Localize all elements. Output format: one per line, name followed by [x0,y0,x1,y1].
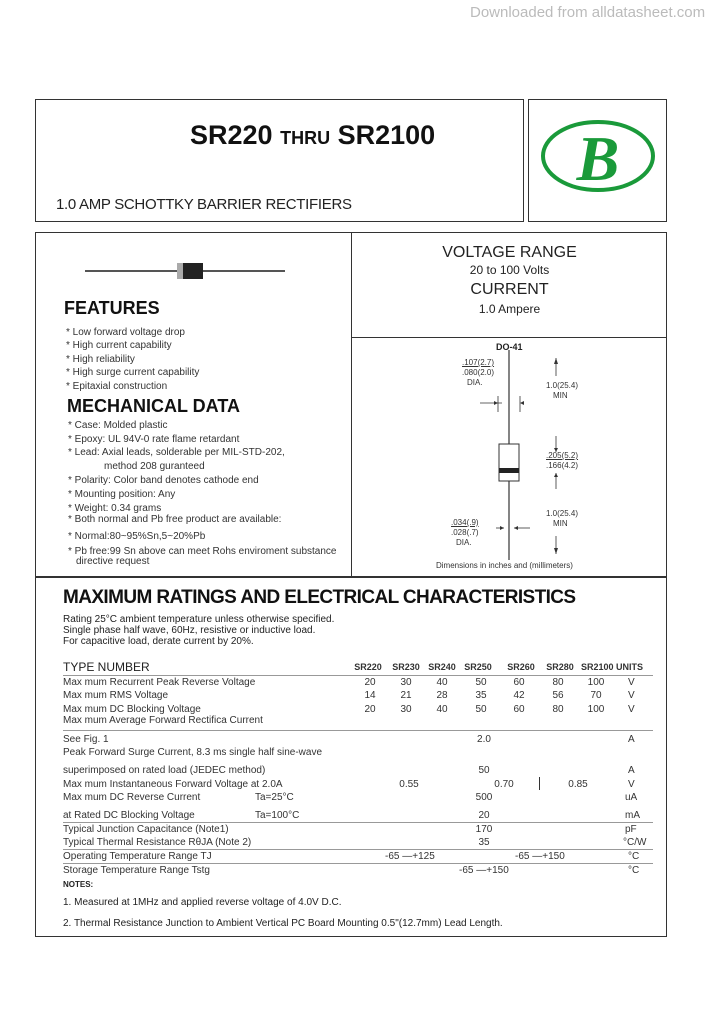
dim-wire-max: .034(.9) [451,518,479,527]
table-row [63,851,653,863]
unit: A [628,734,635,745]
table-row [63,734,653,746]
column-header: SR280 [546,662,574,672]
cell: 170 [475,824,493,835]
units-header: UNITS [616,662,643,672]
table-row [63,865,653,877]
table-row [63,677,653,689]
cell: 50 [478,765,490,776]
mechanical-item: * Case: Molded plastic [68,420,168,431]
cell: 50 [475,704,487,715]
dim-lead-len-top: 1.0(25.4) [546,381,579,390]
current-title: CURRENT [470,281,549,298]
cell: 21 [400,690,412,701]
unit: V [628,779,635,790]
table-row [63,810,653,822]
feature-item: * Epitaxial construction [66,381,168,392]
unit: pF [625,824,637,835]
note-item: 2. Thermal Resistance Junction to Ambient Vertical PC Board Mounting 0.5"(12.7mm) Lead Length. [63,918,503,929]
note-item: 1. Measured at 1MHz and applied reverse voltage of 4.0V D.C. [63,897,342,908]
cell: 28 [436,690,448,701]
unit: mA [625,810,640,821]
cell: 500 [475,792,493,803]
unit: V [628,677,635,688]
notes-title: NOTES: [63,880,94,889]
unit: °C [628,865,640,876]
logo-letter: B [576,123,620,194]
cell: 35 [478,837,490,848]
table-row [63,824,653,836]
table-row [63,792,653,804]
thru-label: THRU [280,128,331,148]
unit: V [628,690,635,701]
mechanical-item: * Lead: Axial leads, solderable per MIL-STD-202, [68,447,285,458]
column-header: SR250 [464,662,492,672]
table-rule [63,730,653,731]
cell: 20 [478,810,490,821]
cell: -65 —+125 [385,851,435,862]
table-row [63,715,653,727]
param-label: Operating Temperature Range TJ [63,851,212,862]
param-label: at Rated DC Blocking Voltage [63,810,195,821]
cell: 40 [436,704,448,715]
unit: uA [625,792,638,803]
mechanical-title: MECHANICAL DATA [67,396,240,416]
diode-illustration [85,262,285,280]
mechanical-item: * Pb free:99 Sn above can meet Rohs enviroment substance [68,546,337,557]
cell: 30 [400,677,412,688]
unit: V [628,704,635,715]
unit: °C/W [623,837,647,848]
part-from: SR220 [190,120,273,150]
cell-divider [539,777,540,790]
page-title [190,120,435,151]
table-row [63,779,653,791]
cell: 0.70 [494,779,514,790]
cell: 14 [364,690,376,701]
param-label: Storage Temperature Range Tstg [63,865,210,876]
cell: 2.0 [477,734,491,745]
cell: 35 [475,690,487,701]
table-rule [63,849,653,850]
watermark: Downloaded from alldatasheet.com [470,4,706,21]
spec-divider [351,337,667,338]
cell: 20 [364,704,376,715]
column-header: SR260 [507,662,535,672]
param-label: Max mum RMS Voltage [63,690,169,701]
param-label: Max mum Recurrent Peak Reverse Voltage [63,677,256,688]
column-header: SR240 [428,662,456,672]
dim-wire-min: .028(.7) [451,528,479,537]
cell: 80 [552,704,564,715]
cell: -65 —+150 [459,865,509,876]
feature-item: * High surge current capability [66,367,200,378]
spec-panel [352,244,667,316]
diagram-caption: Dimensions in inches and (millimeters) [436,561,573,570]
param-label: Max mum DC Reverse Current [63,792,201,803]
mechanical-item: * Polarity: Color band denotes cathode end [68,475,259,486]
cell: 70 [590,690,602,701]
cell: 60 [513,677,525,688]
param-label: Max mum Instantaneous Forward Voltage at 2.0A [63,779,283,790]
package-label: DO-41 [496,342,523,352]
unit: °C [628,851,640,862]
param-label: Typical Thermal Resistance RθJA (Note 2) [63,837,252,848]
cell: 0.55 [399,779,419,790]
table-header-row [63,662,653,674]
column-header: SR220 [354,662,382,672]
cell: 100 [587,704,605,715]
table-rule [63,675,653,676]
part-to: SR2100 [337,120,436,150]
cell: 100 [587,677,605,688]
column-header: SR230 [392,662,420,672]
param-label: Max mum DC Blocking Voltage [63,704,201,715]
dim-lead-len-bot-label: MIN [553,519,568,528]
cell: 56 [552,690,564,701]
param-label: See Fig. 1 [63,734,109,745]
cell: 20 [364,677,376,688]
mechanical-item: * Epoxy: UL 94V-0 rate flame retardant [68,434,240,445]
table-row [63,690,653,702]
mechanical-item: * Weight: 0.34 grams [68,503,162,514]
table-row [63,837,653,849]
mechanical-item: * Normal:80~95%Sn,5~20%Pb [68,531,206,542]
param-label: superimposed on rated load (JEDEC method) [63,765,266,776]
cell: 40 [436,677,448,688]
dim-body-min: .166(4.2) [546,461,579,470]
table-row [63,765,653,777]
dim-lead-len-top-label: MIN [553,391,568,400]
param-label: Max mum Average Forward Rectifica Current [63,715,263,726]
voltage-range-title: VOLTAGE RANGE [442,244,577,261]
voltage-range-value: 20 to 100 Volts [469,263,550,277]
ratings-note: For capacitive load, derate current by 20%. [63,636,254,647]
mechanical-item: method 208 guranteed [104,461,205,472]
condition: Ta=25°C [255,792,294,803]
mechanical-item: * Mounting position: Any [68,489,176,500]
dim-lead-dia-max: .107(2.7) [462,358,495,367]
dim-lead-dia-min: .080(2.0) [462,368,495,377]
cell: 60 [513,704,525,715]
column-header: SR2100 [581,662,614,672]
type-number-label: TYPE NUMBER [63,660,150,674]
subtitle: 1.0 AMP SCHOTTKY BARRIER RECTIFIERS [56,196,352,213]
ratings-title: MAXIMUM RATINGS AND ELECTRICAL CHARACTERISTICS [63,587,576,608]
table-rule [63,863,653,864]
feature-item: * High current capability [66,340,172,351]
cell: 80 [552,677,564,688]
ratings-note: Single phase half wave, 60Hz, resistive or inductive load. [63,625,316,636]
ratings-note: Rating 25°C ambient temperature unless otherwise specified. [63,614,335,625]
mechanical-item: directive request [76,556,150,567]
param-label: Typical Junction Capacitance (Note1) [63,824,229,835]
param-label: Peak Forward Surge Current, 8.3 ms single half sine-wave [63,747,323,758]
dim-body-max: .205(5.2) [546,451,579,460]
feature-item: * High reliability [66,354,135,365]
brand-logo [540,118,656,194]
feature-item: * Low forward voltage drop [66,327,185,338]
table-row [63,747,653,759]
features-title: FEATURES [64,298,160,318]
cell: 50 [475,677,487,688]
current-value: 1.0 Ampere [478,302,541,316]
cell: 30 [400,704,412,715]
condition: Ta=100°C [255,810,300,821]
mechanical-item: * Both normal and Pb free product are available: [68,514,282,525]
cell: 0.85 [568,779,588,790]
table-rule [63,822,653,823]
dim-lead-len-bot: 1.0(25.4) [546,509,579,518]
cell: 42 [513,690,525,701]
dim-wire-label: DIA. [456,538,472,547]
dim-lead-dia-label: DIA. [467,378,483,387]
cell: -65 —+150 [515,851,565,862]
unit: A [628,765,635,776]
